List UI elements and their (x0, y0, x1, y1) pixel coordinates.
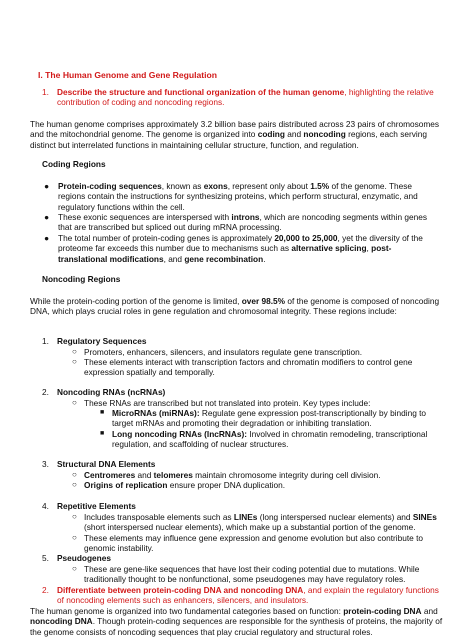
circle-bullet-icon: ○ (72, 564, 77, 573)
item-title: Pseudogenes (57, 553, 111, 563)
question-1-number: 1. (42, 87, 49, 97)
coding-regions-heading: Coding Regions (42, 159, 106, 169)
bullet-icon: ● (44, 181, 50, 191)
question-1-text (57, 87, 442, 108)
item-number: 3. (42, 459, 49, 469)
noncoding-paragraph: While the protein-coding portion of the genome is limited, over 98.5% of the genome is composed of noncoding DNA, which plays crucial roles in gene regulation and chromosomal integrity. These regions include: (30, 296, 440, 317)
question-2-text (57, 585, 442, 606)
item-number: 4. (42, 501, 49, 511)
item-number: 1. (42, 336, 49, 346)
circle-bullet-icon: ○ (72, 480, 77, 489)
item-title: Regulatory Sequences (57, 336, 147, 346)
question-1-bold: Describe the structure and functional organization of the human genome (57, 87, 345, 97)
question-2-number: 2. (42, 585, 49, 595)
circle-bullet-icon: ○ (72, 512, 77, 521)
item-title: Repetitive Elements (57, 501, 136, 511)
bullet-icon: ● (44, 212, 50, 222)
section-heading: I. The Human Genome and Gene Regulation (38, 70, 218, 80)
item-title: Noncoding RNAs (ncRNAs) (57, 387, 166, 397)
circle-bullet-icon: ○ (72, 533, 77, 542)
question-2-bold: Differentiate between protein-coding DNA and noncoding DNA (57, 585, 304, 595)
item-number: 5. (42, 553, 49, 563)
bullet-icon: ● (44, 233, 50, 243)
document-page: I. The Human Genome and Gene Regulation 1. Describe the structure and functional organization of the human genome, highlighting the relative contribution of coding and noncoding regions. The human genome comprises approximately 3.2 billion base pairs distributed across 23 pairs of chromosomes and the mitochondrial genome. The genome is organized into coding and noncoding regions, each serving distinct but interrelated functions in maintaining cellular structure, function, and regulation. Coding Regions ● Protein-coding sequences, known as exons, represent only about 1.5% of the genome. These regions contain the instructions for synthesizing proteins, which perform structural, enzymatic, and regulatory functions within the cell. ● These exonic sequences are interspersed with introns, which are noncoding segments within genes that are transcribed but spliced out during mRNA processing. ● The total number of protein-coding genes is approximately 20,000 to 25,000, yet the diversity of the proteome far exceeds this number due to mechanisms such as alternative splicing, post-translational modifications, and gene recombination. Noncoding Regions While the protein-coding portion of the genome is limited, over 98.5% of the genome is composed of noncoding DNA, which plays crucial roles in gene regulation and chromosomal integrity. These regions include: 1. Regulatory Sequences ○ Promoters, enhancers, silencers, and insulators regulate gene transcription. ○ These elements interact with transcription factors and chromatin modifiers to control gene expression spatially and temporally. 2. Noncoding RNAs (ncRNAs) ○ These RNAs are transcribed but not translated into protein. Key types include: ■ MicroRNAs (miRNAs): Regulate gene expression post-transcriptionally by binding to target mRNAs and promoting their degradation or inhibiting translation. ■ Long noncoding RNAs (lncRNAs): Involved in chromatin remodeling, transcriptional regulation, and scaffolding of nuclear structures. 3. Structural DNA Elements ○ Centromeres and telomeres maintain chromosome integrity during cell division. ○ Origins of replication ensure proper DNA duplication. 4. Repetitive Elements ○ Includes transposable elements such as LINEs (long interspersed nuclear elements) and SINEs (short interspersed nuclear elements), which make up a substantial portion of the genome. ○ These elements may influence gene expression and genome evolution but also contribute to genomic instability. 5. Pseudogenes ○ These are gene-like sequences that have lost their coding potential due to mutations. While traditionally thought to be nonfunctional, some pseudogenes may have regulatory roles. 2. Differentiate between protein-coding DNA and noncoding DNA, and explain the regulatory functions of noncoding elements such as enhancers, silencers, and insulators. The human genome is organized into two fundamental categories based on function: protein-coding DNA and noncoding DNA. Though protein-coding sequences are responsible for the synthesis of proteins, the majority of the genome consists of noncoding sequences that play crucial regulatory and structural roles. (0, 0, 474, 632)
intro-paragraph: The human genome comprises approximately 3.2 billion base pairs distributed across 23 pairs of chromosomes and the mitochondrial genome. The genome is organized into coding and noncoding regions, each serving distinct but interrelated functions in maintaining cellular structure, function, and regulation. (30, 119, 440, 150)
question-1-rest: , highlighting the relative contribution of coding and noncoding regions. (57, 87, 434, 108)
question-2-rest: , and explain the regulatory functions of noncoding elements such as enhancers, silencers, and insulators. (57, 585, 439, 606)
square-bullet-icon: ■ (100, 430, 105, 437)
item-title: Structural DNA Elements (57, 459, 156, 469)
closing-paragraph: The human genome is organized into two fundamental categories based on function: protein-coding DNA and noncoding DNA. Though protein-coding sequences are responsible for the synthesis of proteins, the majority of the genome consists of noncoding sequences that play crucial regulatory and structural roles. (30, 606, 443, 637)
circle-bullet-icon: ○ (72, 398, 77, 407)
circle-bullet-icon: ○ (72, 470, 77, 479)
noncoding-regions-heading: Noncoding Regions (42, 274, 121, 284)
circle-bullet-icon: ○ (72, 357, 77, 366)
item-number: 2. (42, 387, 49, 397)
square-bullet-icon: ■ (100, 409, 105, 416)
circle-bullet-icon: ○ (72, 347, 77, 356)
